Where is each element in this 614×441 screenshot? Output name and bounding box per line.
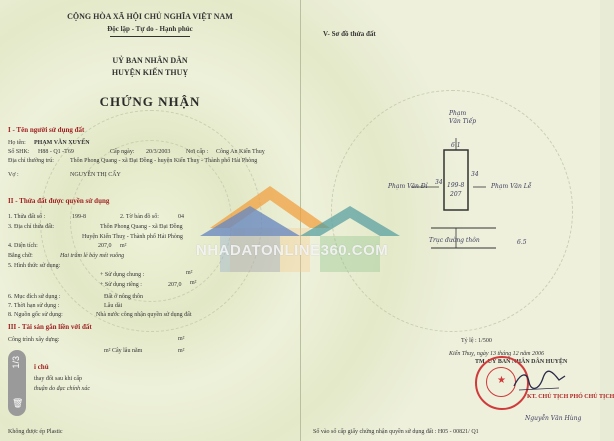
east-neighbor: Phạm Văn Lễ (491, 183, 532, 190)
spouse-value: NGUYỄN THỊ CẤY (70, 172, 121, 178)
trees-unit: m² (178, 348, 185, 354)
origin-label: 8. Nguồn gốc sử dụng: (8, 312, 63, 318)
section-3-heading: III - Tài sản gắn liền với đất (8, 323, 92, 331)
signature-scribble (509, 368, 569, 394)
area-unit: m² (120, 243, 127, 249)
usage-form-label: 5. Hình thức sử dụng: (8, 263, 61, 269)
common-use-unit: m² (186, 270, 193, 276)
origin-value: Nhà nước công nhận quyền sử dụng đất (96, 312, 192, 318)
page-indicator-badge[interactable] (8, 350, 26, 416)
section-2-heading: II - Thửa đất được quyền sử dụng (8, 197, 110, 205)
purpose-value: Đất ở nông thôn (104, 294, 144, 300)
west-neighbor: Phạm Văn Đỉ (388, 183, 428, 190)
issue-date-value: 20/3/2003 (146, 149, 171, 155)
owner-address-label: Địa chỉ thường trú: (8, 158, 54, 164)
watermark-house-logo (200, 176, 420, 276)
road-label: Trục đường thôn (429, 237, 480, 244)
term-value: Lâu dài (104, 303, 123, 309)
district-name: HUYỆN KIẾN THUỴ (111, 68, 189, 77)
notes-label: i chú (34, 363, 49, 371)
parcel-number-label: 1. Thửa đất số : (8, 214, 46, 220)
owner-id-value: H88 - Q1 -T69 (38, 149, 74, 155)
page-indicator-text: 1/3 (11, 356, 21, 369)
changes-text: thuận do đạc chính xác (34, 386, 90, 392)
private-use-unit: m² (190, 280, 197, 286)
dimension-left: 34 (435, 179, 443, 186)
country-name: CỘNG HÒA XÃ HỘI CHỦ NGHĨA VIỆT NAM (67, 12, 233, 21)
owner-name-label: Họ tên: (8, 140, 26, 146)
changes-label: thay đổi sau khi cấp (34, 376, 82, 382)
parcel-address-value-2: Huyện Kiến Thuỵ - Thành phố Hải Phòng (82, 234, 183, 240)
common-use-label: + Sử dụng chung : (100, 272, 145, 278)
diagram-heading: V- Sơ đồ thửa đất (323, 30, 376, 38)
parcel-number-label-map: 199-8 (447, 182, 465, 189)
official-seal: ★ (475, 356, 529, 410)
map-sheet-value: 04 (178, 214, 184, 220)
owner-name-value: PHẠM VĂN XUYẾN (34, 140, 90, 146)
term-label: 7. Thời hạn sử dụng : (8, 303, 60, 309)
map-sheet-label: 2. Tờ bản đồ số: (120, 214, 159, 220)
signing-title: TM. UỶ BAN NHÂN DÂN HUYỆN (475, 359, 568, 365)
parcel-address-value-1: Thôn Phong Quang - xã Đại Đồng (100, 224, 183, 230)
area-value: 207,0 (98, 243, 112, 249)
motto-underline (110, 36, 190, 37)
national-motto: Độc lập - Tự do - Hạnh phúc (107, 25, 193, 33)
watermark-text: NHADATONLINE360.COM (196, 242, 389, 259)
spouse-label: Vợ : (8, 172, 19, 178)
signer-name: Nguyễn Văn Hùng (525, 415, 582, 422)
parcel-area-label-map: 207 (450, 191, 462, 198)
signing-date: Kiến Thuỵ, ngày 13 tháng 12 năm 2006 (449, 351, 544, 357)
deputy-chairman-label: KT. CHỦ TỊCH PHÓ CHỦ TỊCH (527, 394, 614, 400)
no-lamination-note: Không được ép Plastic (8, 429, 63, 435)
area-words-label: Bằng chữ: (8, 253, 33, 259)
area-label: 4. Diện tích: (8, 243, 38, 249)
trees-label: m² Cây lâu năm (104, 348, 143, 354)
parcel-outline (444, 150, 468, 210)
owner-address-value: Thôn Phong Quang - xã Đại Đồng - huyện Kiến Thuỵ - Thành phố Hải Phòng (70, 158, 258, 164)
area-words-value: Hai trăm lẻ bảy mét vuông (60, 253, 125, 259)
trash-icon: 🗑 (12, 398, 24, 408)
issue-date-label: Cấp ngày: (110, 149, 135, 155)
building-label: Công trình xây dựng: (8, 337, 60, 343)
building-unit: m² (178, 336, 185, 342)
authority-name: UỶ BAN NHÂN DÂN (112, 56, 188, 65)
issue-place-value: Công An Kiến Thuỵ (216, 149, 265, 155)
page-title: CHỨNG NHẬN (99, 94, 201, 109)
dimension-top: 6.1 (451, 142, 461, 149)
issue-place-label: Nơi cấp : (186, 149, 209, 155)
private-use-value: 207,0 (168, 282, 182, 288)
owner-id-label: Số SHK: (8, 149, 30, 155)
north-neighbor: Phạm Văn Tiếp (449, 110, 477, 125)
map-scale: Tỷ lệ : 1/500 (461, 338, 492, 344)
parcel-address-label: 3. Địa chỉ thửa đất: (8, 224, 55, 230)
parcel-number-value: 199-8 (72, 214, 86, 220)
purpose-label: 6. Mục đích sử dụng : (8, 294, 61, 300)
private-use-label: + Sử dụng riêng : (100, 282, 142, 288)
dimension-right: 34 (471, 171, 479, 178)
section-1-heading: I - Tên người sử dụng đất (8, 126, 85, 134)
registration-number: Số vào sổ cấp giấy chứng nhận quyền sử dụng đất : H05 - 00821/ Q1 (313, 429, 479, 435)
dimension-bottom: 6.5 (517, 239, 527, 246)
